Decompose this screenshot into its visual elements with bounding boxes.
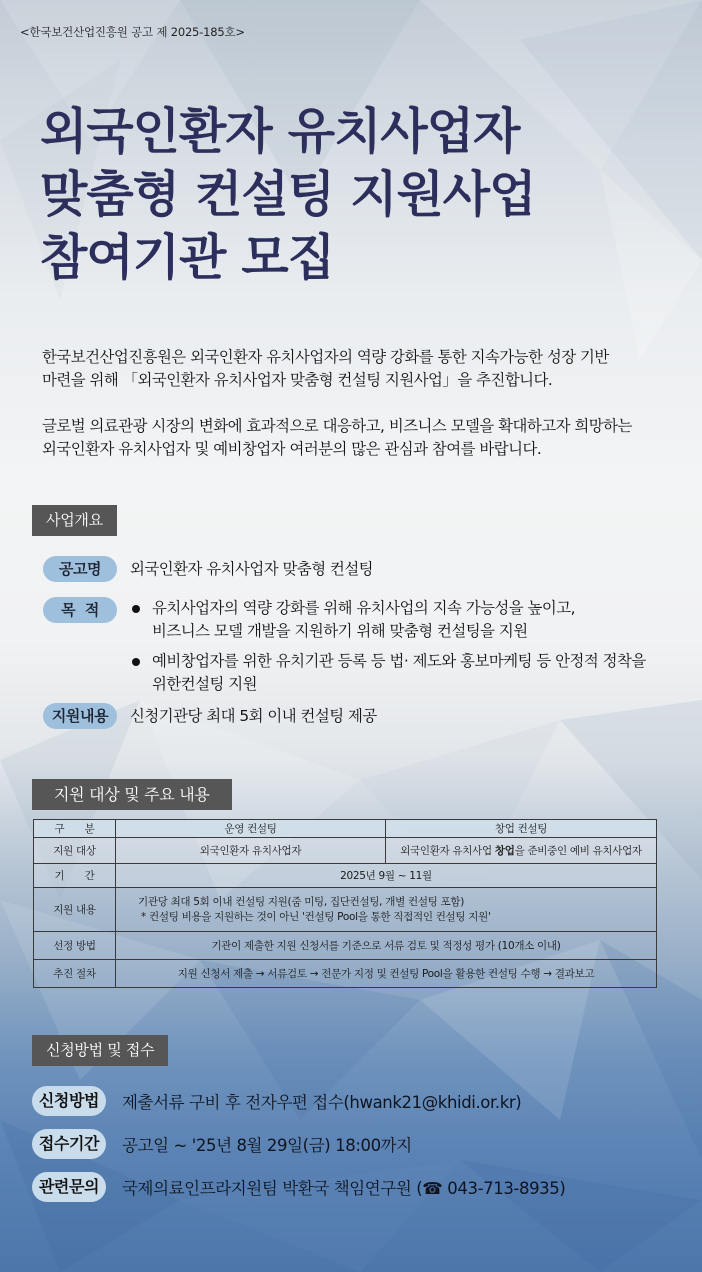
label-pill-method: 신청방법: [32, 1086, 106, 1116]
application-period-row: [32, 1129, 412, 1159]
intro-text: [42, 346, 692, 461]
header-category: 구분: [34, 820, 116, 838]
details-table: [33, 819, 657, 988]
title-line-1: 외국인환자 유치사업자: [40, 103, 520, 160]
selection-value: 기관이 제출한 지원 신청서를 기준으로 서류 검토 및 적정성 평가 (10개소 이내): [116, 932, 657, 960]
row-label-period: 기간: [34, 864, 116, 888]
method-value: 제출서류 구비 후 전자우편 접수(hwank21@khidi.or.kr): [122, 1093, 522, 1112]
contact-phone: 043-713-8935): [442, 1179, 566, 1198]
label-pill-purpose: 목 적: [43, 597, 117, 623]
notice-number: <한국보건산업진흥원 공고 제 2025-185호>: [20, 25, 245, 39]
section-heading-overview: 사업개요: [32, 505, 117, 536]
period-value-text: 공고일 ~ '25년 8월 29일(금) 18:00까지: [122, 1136, 412, 1155]
label-pill-announcement: 공고명: [43, 556, 117, 582]
row-label-selection: 선정 방법: [34, 932, 116, 960]
overview-purpose-row: [43, 597, 646, 696]
purpose-bullet-2-line1: 예비창업자를 위한 유치기관 등록 등 법· 제도와 홍보마케팅 등 안정적 정착을: [152, 652, 646, 670]
header-operation-consulting: 운영 컨설팅: [116, 820, 386, 838]
row-label-procedure: 추진 절차: [34, 960, 116, 988]
table-header-row: [34, 820, 657, 838]
purpose-bullet-2: [129, 650, 646, 696]
target-operation: 외국인환자 유치사업자: [116, 838, 386, 864]
intro-p1-line1: 한국보건산업진흥원은 외국인환자 유치사업자의 역량 강화를 통한 지속가능한 성장 기반: [42, 348, 609, 366]
purpose-bullet-list: [129, 597, 646, 696]
label-pill-period: 접수기간: [32, 1129, 106, 1159]
application-method-row: [32, 1086, 521, 1116]
target-startup-bold: 창업: [494, 845, 515, 857]
section-heading-application: 신청방법 및 접수: [32, 1035, 168, 1066]
target-startup: [386, 838, 657, 864]
page-title: [40, 100, 535, 289]
row-label-content: 지원 내용: [34, 888, 116, 932]
table-row-period: [34, 864, 657, 888]
title-line-3: 참여기관 모집: [40, 229, 335, 286]
overview-announcement-row: [43, 556, 373, 582]
content-line-2: * 컨설팅 비용을 지원하는 것이 아닌 '컨설팅 Pool을 통한 직접적인 컨설팅 지원': [138, 910, 491, 923]
contact-value: [122, 1175, 565, 1199]
contact-team-person: 국제의료인프라지원팀 박환국 책임연구원 (: [122, 1179, 423, 1198]
intro-p2-line2: 외국인환자 유치사업자 및 예비창업자 여러분의 많은 관심과 참여를 바랍니다.: [42, 440, 542, 458]
table-row-target: [34, 838, 657, 864]
phone-icon: ☎: [422, 1179, 443, 1198]
purpose-bullet-1-line2: 비즈니스 모델 개발을 지원하기 위해 맞춤형 컨설팅을 지원: [152, 622, 528, 640]
intro-p1-line2: 마련을 위해 「외국인환자 유치사업자 맞춤형 컨설팅 지원사업」을 추진합니다.: [42, 371, 553, 389]
intro-p2-line1: 글로벌 의료관광 시장의 변화에 효과적으로 대응하고, 비즈니스 모델을 확대하고자 희망하는: [42, 417, 632, 435]
section-heading-details: 지원 대상 및 주요 내용: [32, 779, 232, 810]
procedure-value: 지원 신청서 제출 → 서류검토 → 전문가 지정 및 컨설팅 Pool을 활용한 컨설팅 수행 → 결과보고: [116, 960, 657, 988]
purpose-bullet-1: [129, 597, 646, 643]
table-row-content: [34, 888, 657, 932]
target-startup-post: 을 준비중인 예비 유치사업자: [514, 845, 642, 857]
purpose-bullet-1-line1: 유치사업자의 역량 강화를 위해 유치사업의 지속 가능성을 높이고,: [152, 599, 576, 617]
content-line-1: 기관당 최대 5회 이내 컨설팅 지원(줌 미팅, 집단컨설팅, 개별 컨설팅 포함): [138, 895, 465, 908]
row-label-target: 지원 대상: [34, 838, 116, 864]
label-pill-support: 지원내용: [43, 703, 117, 729]
table-row-selection: [34, 932, 657, 960]
period-value: 2025년 9월 ~ 11월: [116, 864, 657, 888]
table-row-procedure: [34, 960, 657, 988]
announcement-value: 외국인환자 유치사업자 맞춤형 컨설팅: [130, 560, 374, 578]
purpose-bullet-2-line2: 위한컨설팅 지원: [152, 675, 257, 693]
support-value: 신청기관당 최대 5회 이내 컨설팅 제공: [130, 707, 377, 725]
title-line-2: 맞춤형 컨설팅 지원사업: [40, 166, 536, 223]
content-value: [116, 888, 657, 932]
target-startup-pre: 외국인환자 유치사업: [400, 845, 495, 857]
label-pill-contact: 관련문의: [32, 1172, 106, 1202]
header-startup-consulting: 창업 컨설팅: [386, 820, 657, 838]
application-contact-row: [32, 1172, 565, 1202]
overview-support-row: [43, 703, 377, 729]
